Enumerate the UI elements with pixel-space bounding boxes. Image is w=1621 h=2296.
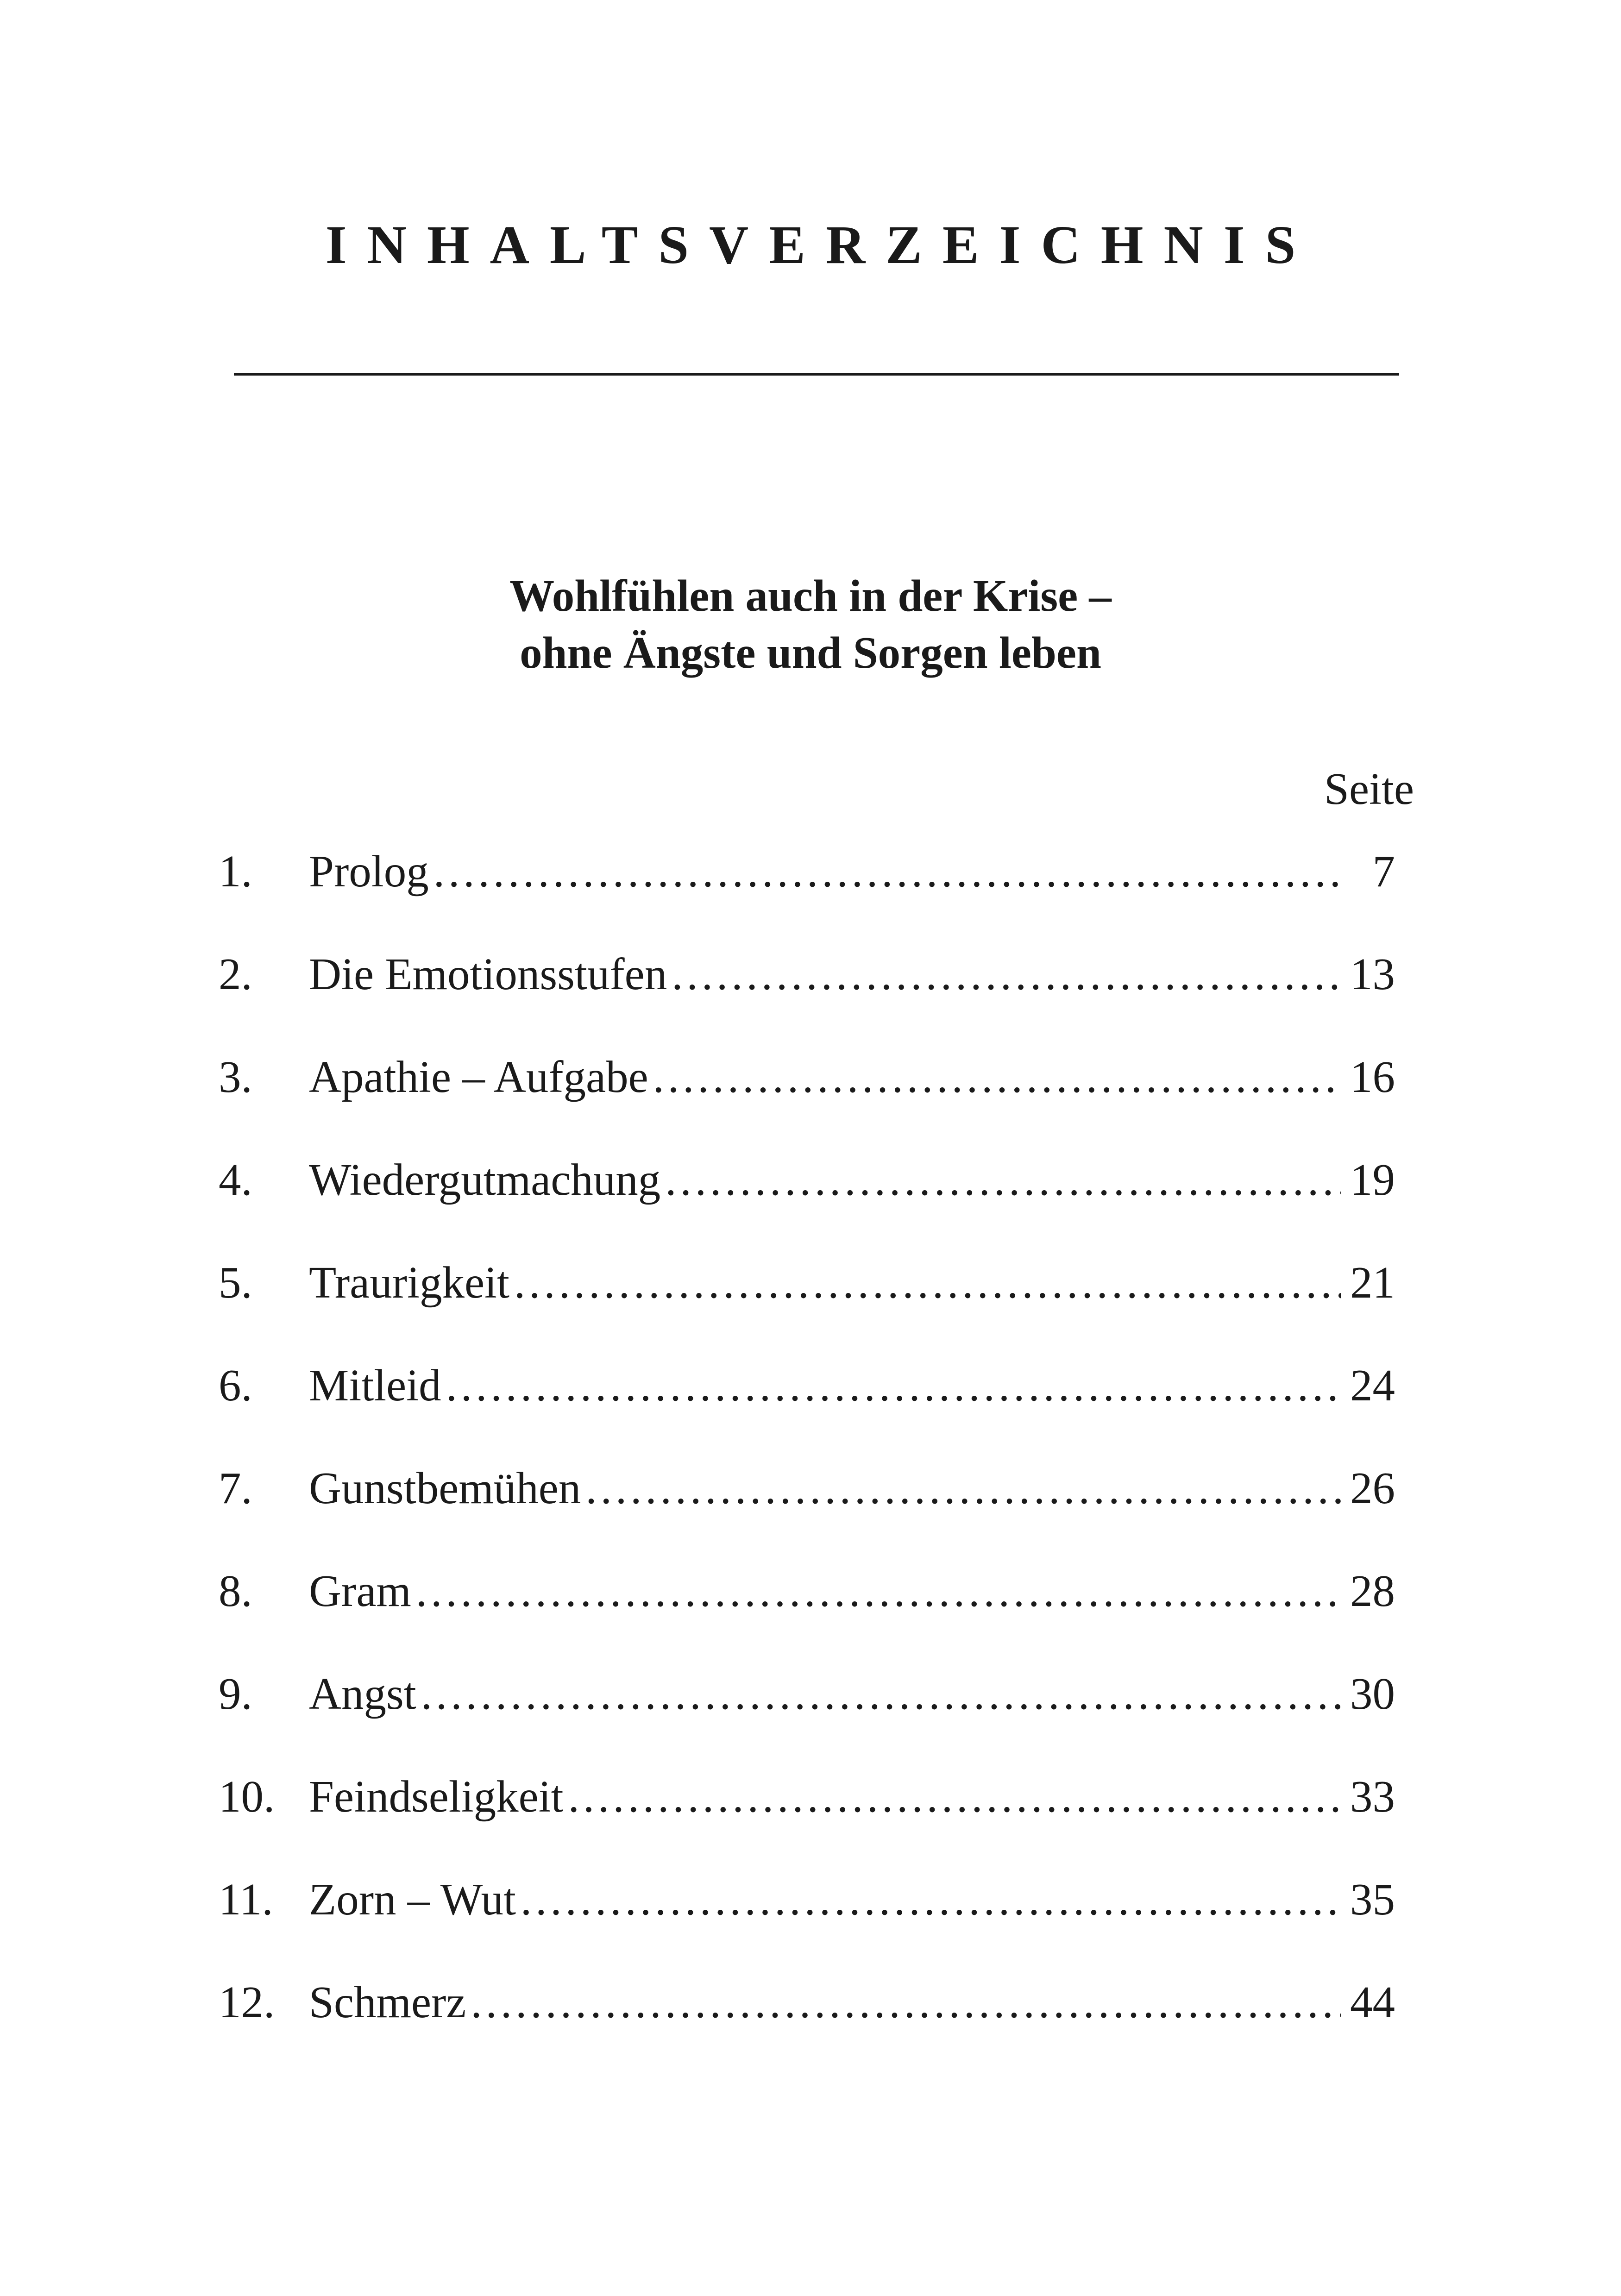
- table-of-contents: [219, 844, 1395, 2077]
- toc-entry-body: [309, 1358, 1395, 1413]
- toc-entry-number: 3.: [219, 1052, 252, 1102]
- subtitle-line-2: ohne Ängste und Sorgen leben: [520, 628, 1101, 678]
- toc-entry-number: 7.: [219, 1463, 252, 1513]
- toc-entry-title: Apathie – Aufgabe: [309, 1052, 648, 1102]
- toc-entry[interactable]: [219, 947, 1395, 1049]
- toc-entry-page: 7: [1372, 847, 1395, 896]
- toc-entry-page: 19: [1350, 1155, 1395, 1204]
- toc-entry[interactable]: [219, 1255, 1395, 1358]
- toc-entry-body: [309, 1049, 1395, 1105]
- dot-leader: [416, 1563, 1341, 1619]
- toc-entry-title: Traurigkeit: [309, 1258, 509, 1307]
- toc-entry-title: Angst: [309, 1669, 416, 1719]
- toc-entry-body: [309, 1563, 1395, 1619]
- toc-entry[interactable]: [219, 1152, 1395, 1255]
- toc-entry-title: Feindseligkeit: [309, 1772, 564, 1821]
- toc-entry-title: Die Emotionsstufen: [309, 949, 667, 999]
- dot-leader: [446, 1358, 1341, 1413]
- dot-leader: [521, 1872, 1341, 1927]
- toc-entry-number: 1.: [219, 847, 252, 896]
- toc-entry-number: 11.: [219, 1875, 273, 1924]
- dot-leader: [471, 1975, 1341, 2030]
- toc-entry-body: [309, 1769, 1395, 1825]
- toc-entry-body: [309, 947, 1395, 1002]
- toc-entry-page: 21: [1350, 1258, 1395, 1307]
- toc-entry-number: 5.: [219, 1258, 252, 1307]
- book-subtitle: [0, 567, 1621, 681]
- toc-entry-number: 10.: [219, 1772, 275, 1821]
- toc-entry[interactable]: [219, 1563, 1395, 1666]
- dot-leader: [434, 844, 1341, 899]
- toc-entry[interactable]: [219, 1666, 1395, 1769]
- toc-entry[interactable]: [219, 1358, 1395, 1461]
- dot-leader: [672, 947, 1341, 1002]
- dot-leader: [665, 1152, 1341, 1208]
- dot-leader: [653, 1049, 1341, 1105]
- toc-entry-page: 24: [1350, 1361, 1395, 1410]
- page-title: INHALTSVERZEICHNIS: [325, 214, 1316, 275]
- toc-entry[interactable]: [219, 1461, 1395, 1563]
- toc-entry-number: 12.: [219, 1977, 275, 2027]
- toc-entry-page: 16: [1350, 1052, 1395, 1102]
- heading-divider: [234, 373, 1399, 376]
- toc-entry-page: 28: [1350, 1566, 1395, 1616]
- toc-entry-title: Gram: [309, 1566, 411, 1616]
- toc-entry-page: 13: [1350, 949, 1395, 999]
- dot-leader: [514, 1255, 1341, 1311]
- toc-entry-body: [309, 1461, 1395, 1516]
- toc-entry-number: 9.: [219, 1669, 252, 1719]
- toc-entry-page: 44: [1350, 1977, 1395, 2027]
- page-column-label: Seite: [1324, 764, 1414, 814]
- toc-entry[interactable]: [219, 1049, 1395, 1152]
- toc-entry-number: 6.: [219, 1361, 252, 1410]
- subtitle-line-1: Wohlfühlen auch in der Krise –: [509, 571, 1112, 621]
- toc-entry-body: [309, 1975, 1395, 2030]
- toc-entry-page: 33: [1350, 1772, 1395, 1821]
- toc-entry-body: [309, 1666, 1395, 1722]
- toc-entry-number: 2.: [219, 949, 252, 999]
- dot-leader: [585, 1461, 1341, 1516]
- toc-entry-body: [309, 1255, 1395, 1311]
- toc-entry-number: 4.: [219, 1155, 252, 1204]
- toc-entry-body: [309, 844, 1395, 899]
- toc-entry-page: 35: [1350, 1875, 1395, 1924]
- toc-entry[interactable]: [219, 1769, 1395, 1872]
- toc-entry-body: [309, 1872, 1395, 1927]
- toc-entry-title: Prolog: [309, 847, 429, 896]
- toc-entry[interactable]: [219, 1872, 1395, 1975]
- toc-entry-title: Wiedergutmachung: [309, 1155, 661, 1204]
- toc-entry-body: [309, 1152, 1395, 1208]
- toc-entry-title: Gunstbemühen: [309, 1463, 581, 1513]
- toc-entry-title: Schmerz: [309, 1977, 466, 2027]
- toc-entry-title: Zorn – Wut: [309, 1875, 516, 1924]
- toc-entry-page: 30: [1350, 1669, 1395, 1719]
- toc-entry-title: Mitleid: [309, 1361, 441, 1410]
- toc-entry-page: 26: [1350, 1463, 1395, 1513]
- dot-leader: [568, 1769, 1341, 1825]
- toc-entry-number: 8.: [219, 1566, 252, 1616]
- dot-leader: [421, 1666, 1341, 1722]
- toc-entry[interactable]: [219, 1975, 1395, 2077]
- toc-entry[interactable]: [219, 844, 1395, 947]
